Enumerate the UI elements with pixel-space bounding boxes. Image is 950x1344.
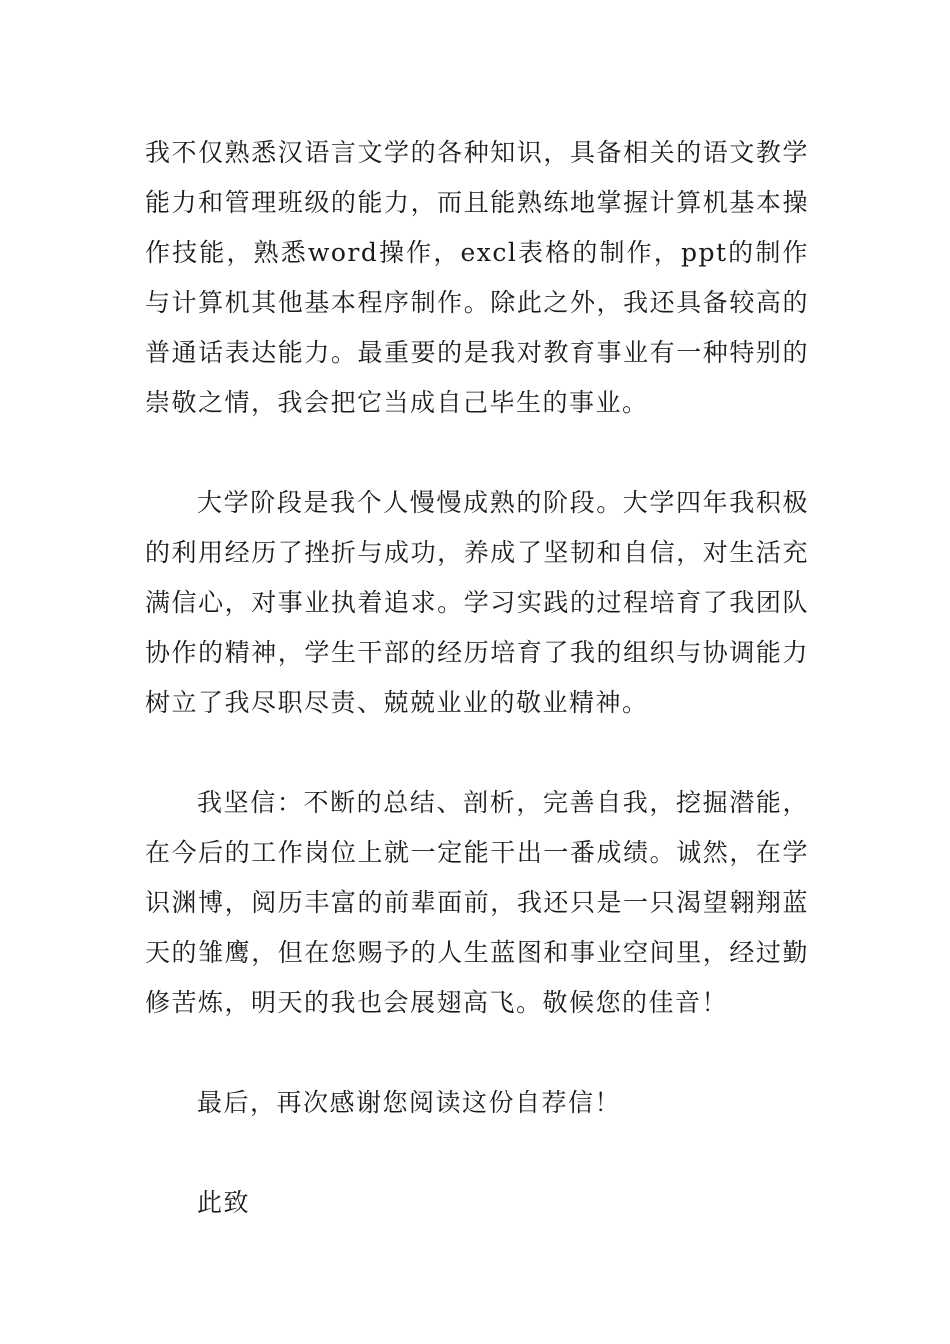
paragraph-closing: 此致 — [197, 1188, 251, 1217]
paragraph-thanks: 最后，再次感谢您阅读这份自荐信！ — [197, 1088, 622, 1117]
paragraph-skills: 我不仅熟悉汉语言文学的各种知识，具备相关的语文教学能力和管理班级的能力，而且能熟练地掌握计算机基本操作技能，熟悉word操作，excl表格的制作，ppt的制作与计算机其他基本程序制作。除此之外，我还具备较高的普通话表达能力。最重要的是我对教育事业有一种特别的崇敬之情，我会把它当成自己毕生的事业。 — [145, 138, 809, 417]
paragraph-university: 大学阶段是我个人慢慢成熟的阶段。大学四年我积极的利用经历了挫折与成功，养成了坚韧和自信，对生活充满信心，对事业执着追求。学习实践的过程培育了我团队协作的精神，学生干部的经历培育了我的组织与协调能力树立了我尽职尽责、兢兢业业的敬业精神。 — [145, 488, 809, 717]
paragraph-belief: 我坚信：不断的总结、剖析，完善自我，挖掘潜能，在今后的工作岗位上就一定能干出一番成绩。诚然，在学识渊博，阅历丰富的前辈面前，我还只是一只渴望翱翔蓝天的雏鹰，但在您赐予的人生蓝图和事业空间里，经过勤修苦炼，明天的我也会展翅高飞。敬候您的佳音！ — [145, 788, 809, 1017]
letter-body — [145, 128, 809, 1278]
